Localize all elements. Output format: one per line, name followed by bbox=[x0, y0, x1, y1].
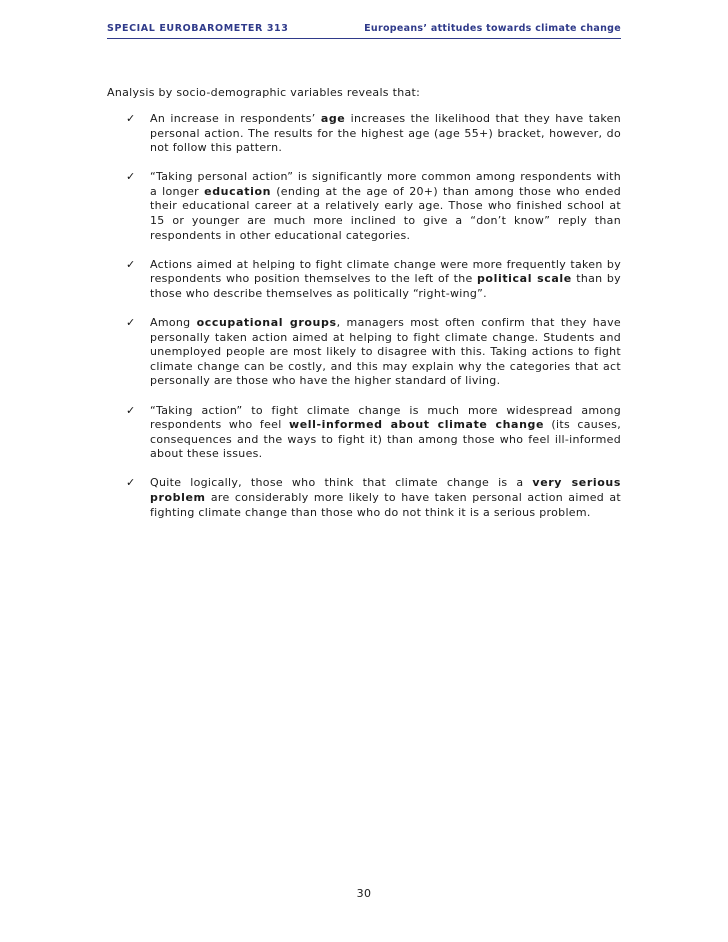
report-topic-title: Europeans’ attitudes towards climate change bbox=[364, 23, 621, 34]
item-text-post: (its causes, consequences and the ways to fight it) than among those who feel ill-informed about these issues. bbox=[150, 418, 621, 461]
list-item bbox=[107, 476, 621, 520]
item-text-pre: Actions aimed at helping to fight climate change were more frequently taken by respondents who position themselves to the left of the bbox=[150, 257, 621, 286]
checkmark-icon: ✓ bbox=[126, 170, 136, 184]
intro-paragraph: Analysis by socio-demographic variables reveals that: bbox=[107, 86, 421, 99]
item-text-bold: well-informed about climate change bbox=[288, 418, 545, 432]
item-text-bold: education bbox=[204, 184, 272, 198]
item-text-bold: political scale bbox=[476, 272, 572, 286]
checkmark-icon: ✓ bbox=[126, 112, 136, 125]
item-text-pre: “Taking action” to fight climate change is much more widespread among respondents who feel bbox=[150, 403, 621, 432]
checkmark-icon: ✓ bbox=[126, 403, 136, 417]
item-text-post: are considerably more likely to have taken personal action aimed at fighting climate change than those who do not think it is a serious problem. bbox=[150, 490, 621, 519]
list-item bbox=[107, 316, 621, 389]
list-item bbox=[107, 170, 621, 243]
item-text-bold: age bbox=[320, 112, 346, 125]
item-text-pre: Among bbox=[150, 316, 197, 330]
item-text-post: than by those who describe themselves as politically “right-wing”. bbox=[150, 272, 621, 300]
checkmark-icon: ✓ bbox=[126, 257, 136, 271]
report-series-title: SPECIAL EUROBAROMETER 313 bbox=[107, 23, 289, 34]
item-text-pre: Quite logically, those who think that climate change is a bbox=[150, 476, 533, 490]
checkmark-icon: ✓ bbox=[126, 476, 136, 490]
item-text-bold: occupational groups bbox=[196, 316, 337, 330]
page-header bbox=[107, 22, 621, 39]
checkmark-icon: ✓ bbox=[126, 316, 136, 330]
item-text-post: increases the likelihood that they have taken personal action. The results for the highest age (age 55+) bracket, however, do not follow this pattern. bbox=[150, 112, 622, 155]
item-text-bold: very serious problem bbox=[150, 476, 621, 504]
list-item bbox=[107, 112, 621, 156]
item-text-pre: “Taking personal action” is significantly more common among respondents with a longer bbox=[150, 170, 621, 198]
list-item bbox=[107, 404, 621, 462]
item-text-post: , managers most often confirm that they have personally taken action aimed at helping to fight climate change. Students and unemployed people are most likely to disagree with this. Taking actions to fight climate change can be costly, and this may explain why the categories that act personally are those who have the higher standard of living. bbox=[150, 316, 621, 388]
item-text-post: (ending at the age of 20+) than among those who ended their educational career at a relatively early age. Those who finished school at 15 or younger are much more inclined to give a “don’t know” reply than respondents in other educational categories. bbox=[150, 184, 621, 242]
page-number: 30 bbox=[356, 887, 372, 900]
list-item bbox=[107, 258, 621, 302]
findings-list bbox=[107, 112, 621, 535]
item-text-pre: An increase in respondents’ bbox=[150, 112, 321, 125]
